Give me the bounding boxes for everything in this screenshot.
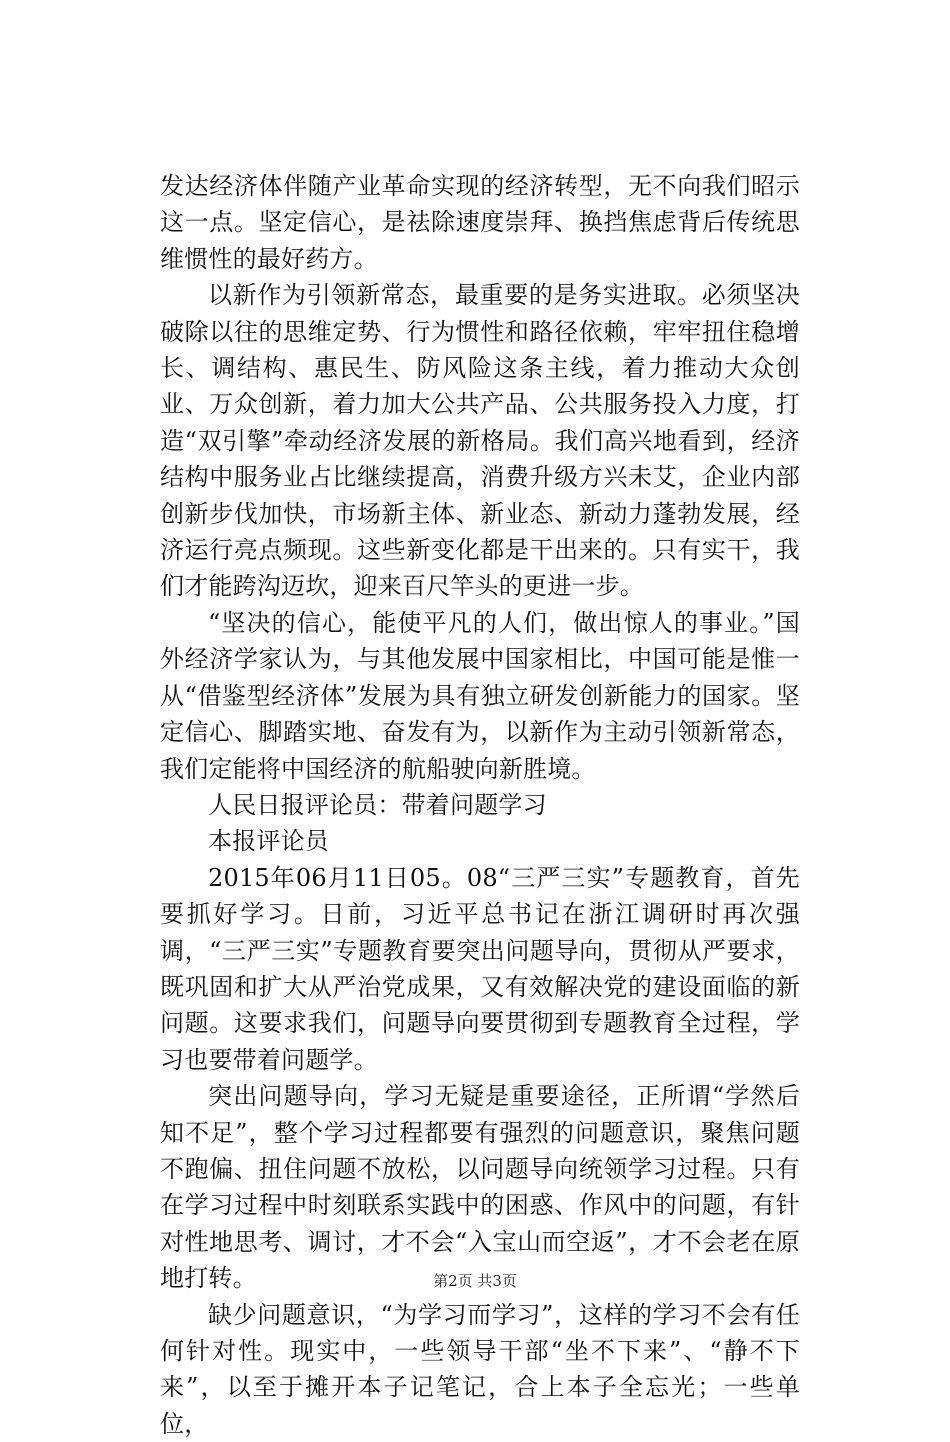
paragraph-1: 发达经济体伴随产业革命实现的经济转型，无不向我们昭示这一点。坚定信心，是祛除速度崇拜、换挡焦虑背后传统思维惯性的最好药方。 [160, 172, 800, 273]
article-body [160, 168, 800, 1442]
paragraph-3: “坚决的信心，能使平凡的人们，做出惊人的事业。”国外经济学家认为，与其他发展中国家相比，中国可能是惟一从“借鉴型经济体”发展为具有独立研发创新能力的国家。坚定信心、脚踏实地、奋发有为，以新作为主动引领新常态，我们定能将中国经济的航船驶向新胜境。 [160, 608, 800, 783]
paragraph-8: 缺少问题意识，“为学习而学习”，这样的学习不会有任何针对性。现实中，一些领导干部“坐不下来”、“静不下来”，以至于摊开本子记笔记，合上本子全忘光；一些单位， [160, 1300, 800, 1438]
article-headline: 人民日报评论员：带着问题学习 [208, 790, 547, 819]
paragraph-7: 突出问题导向，学习无疑是重要途径，正所谓“学然后知不足”，整个学习过程都要有强烈的问题意识，聚焦问题不跑偏、扭住问题不放松，以问题导向统领学习过程。只有在学习过程中时刻联系实践中的困惑、作风中的问题，有针对性地思考、调讨，才不会“入宝山而空返”，才不会老在原地打转。 [160, 1082, 800, 1293]
paragraph-6: 2015年06月11日05。08“三严三实”专题教育，首先要抓好学习。日前，习近平总书记在浙江调研时再次强调，“三严三实”专题教育要突出问题导向，贯彻从严要求，既巩固和扩大从严治党成果，又有效解决党的建设面临的新问题。这要求我们，问题导向要贯彻到专题教育全过程，学习也要带着问题学。 [160, 863, 800, 1074]
page-footer: 第2页 共3页 [433, 1272, 517, 1290]
paragraph-2: 以新作为引领新常态，最重要的是务实进取。必须坚决破除以往的思维定势、行为惯性和路径依赖，牢牢扭住稳增长、调结构、惠民生、防风险这条主线，着力推动大众创业、万众创新，着力加大公共产品、公共服务投入力度，打造“双引擎”牵动经济发展的新格局。我们高兴地看到，经济结构中服务业占比继续提高，消费升级方兴未艾，企业内部创新步伐加快，市场新主体、新业态、新动力蓬勃发展，经济运行亮点频现。这些新变化都是干出来的。只有实干，我们才能跨沟迈坎，迎来百尺竿头的更进一步。 [160, 281, 800, 601]
article-byline: 本报评论员 [208, 827, 329, 856]
